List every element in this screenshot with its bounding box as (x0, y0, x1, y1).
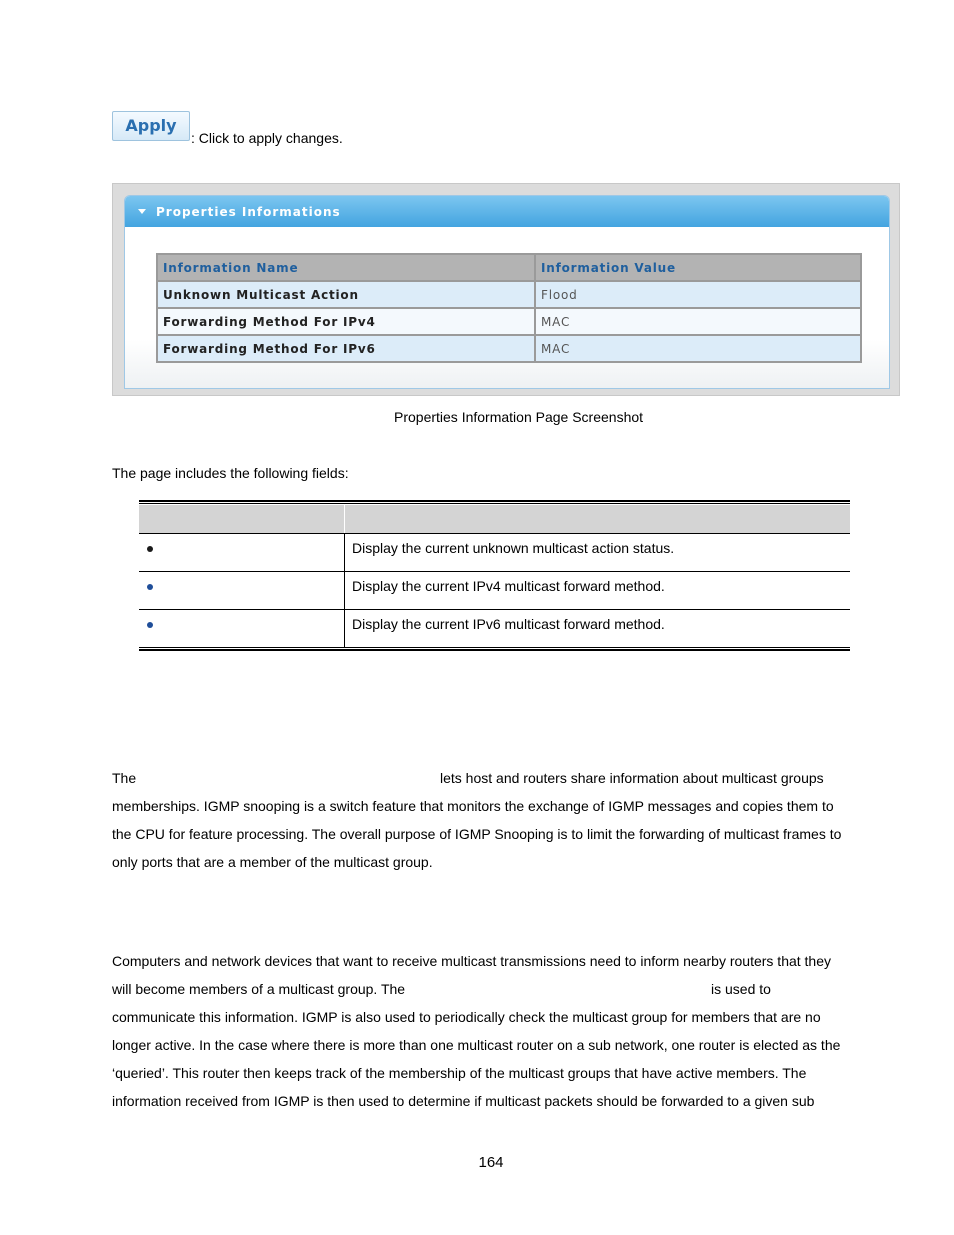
info-name-cell: Forwarding Method For IPv4 (157, 308, 535, 335)
paragraph-2-line-4: longer active. In the case where there is more than one multicast router on a sub network, one router is elected as the (112, 1037, 841, 1053)
paragraph-1-line-3: the CPU for feature processing. The overall purpose of IGMP Snooping is to limit the forwarding of multicast frames to (112, 826, 842, 842)
table-rule (139, 571, 850, 572)
field-description: Display the current unknown multicast action status. (352, 540, 675, 556)
fields-table-header (139, 505, 850, 533)
apply-button[interactable]: Apply (112, 111, 190, 141)
properties-table (156, 253, 862, 363)
paragraph-1-line-4: only ports that are a member of the multicast group. (112, 854, 433, 870)
column-header-name: Information Name (157, 254, 535, 281)
bullet-icon (147, 584, 153, 590)
table-rule (139, 649, 850, 651)
paragraph-2-line-2-start: will become members of a multicast group. The (112, 981, 406, 997)
paragraph-2-line-3: communicate this information. IGMP is also used to periodically check the multicast group for members that are no (112, 1009, 821, 1025)
paragraph-1-line-2: memberships. IGMP snooping is a switch feature that monitors the exchange of IGMP messages and copies them to (112, 798, 834, 814)
table-row (157, 281, 861, 308)
figure-caption: Properties Information Page Screenshot (394, 409, 644, 425)
table-header-row (157, 254, 861, 281)
table-rule (139, 609, 850, 610)
table-divider (344, 505, 345, 533)
paragraph-2-line-2-end: is used to (711, 981, 771, 997)
column-header-value: Information Value (535, 254, 861, 281)
apply-description: : Click to apply changes. (191, 130, 343, 146)
field-description: Display the current IPv6 multicast forward method. (352, 616, 665, 632)
info-value-cell: Flood (535, 281, 861, 308)
bullet-icon (147, 622, 153, 628)
fields-intro: The page includes the following fields: (112, 465, 349, 481)
paragraph-1-lead: The (112, 770, 137, 786)
bullet-icon (147, 546, 153, 552)
paragraph-1-line-1: lets host and routers share information about multicast groups (440, 770, 824, 786)
paragraph-2-line-1: Computers and network devices that want to receive multicast transmissions need to inform nearby routers that they (112, 953, 832, 969)
info-value-cell: MAC (535, 308, 861, 335)
table-row (157, 335, 861, 362)
table-rule (139, 500, 850, 502)
page-number: 164 (478, 1154, 504, 1171)
panel-header[interactable] (125, 196, 889, 227)
collapse-triangle-icon[interactable] (138, 209, 146, 214)
info-name-cell: Forwarding Method For IPv6 (157, 335, 535, 362)
table-divider (344, 533, 345, 647)
paragraph-2-line-6: information received from IGMP is then used to determine if multicast packets should be forwarded to a given sub (112, 1093, 815, 1109)
table-row (157, 308, 861, 335)
properties-panel (124, 195, 890, 389)
field-description: Display the current IPv4 multicast forward method. (352, 578, 665, 594)
paragraph-2-line-5: ‘queried’. This router then keeps track of the membership of the multicast groups that have active members. The (112, 1065, 807, 1081)
table-rule (139, 533, 850, 534)
info-name-cell: Unknown Multicast Action (157, 281, 535, 308)
panel-title: Properties Informations (156, 205, 341, 219)
info-value-cell: MAC (535, 335, 861, 362)
properties-screenshot (112, 183, 900, 396)
table-rule (139, 503, 850, 504)
table-rule (139, 647, 850, 648)
